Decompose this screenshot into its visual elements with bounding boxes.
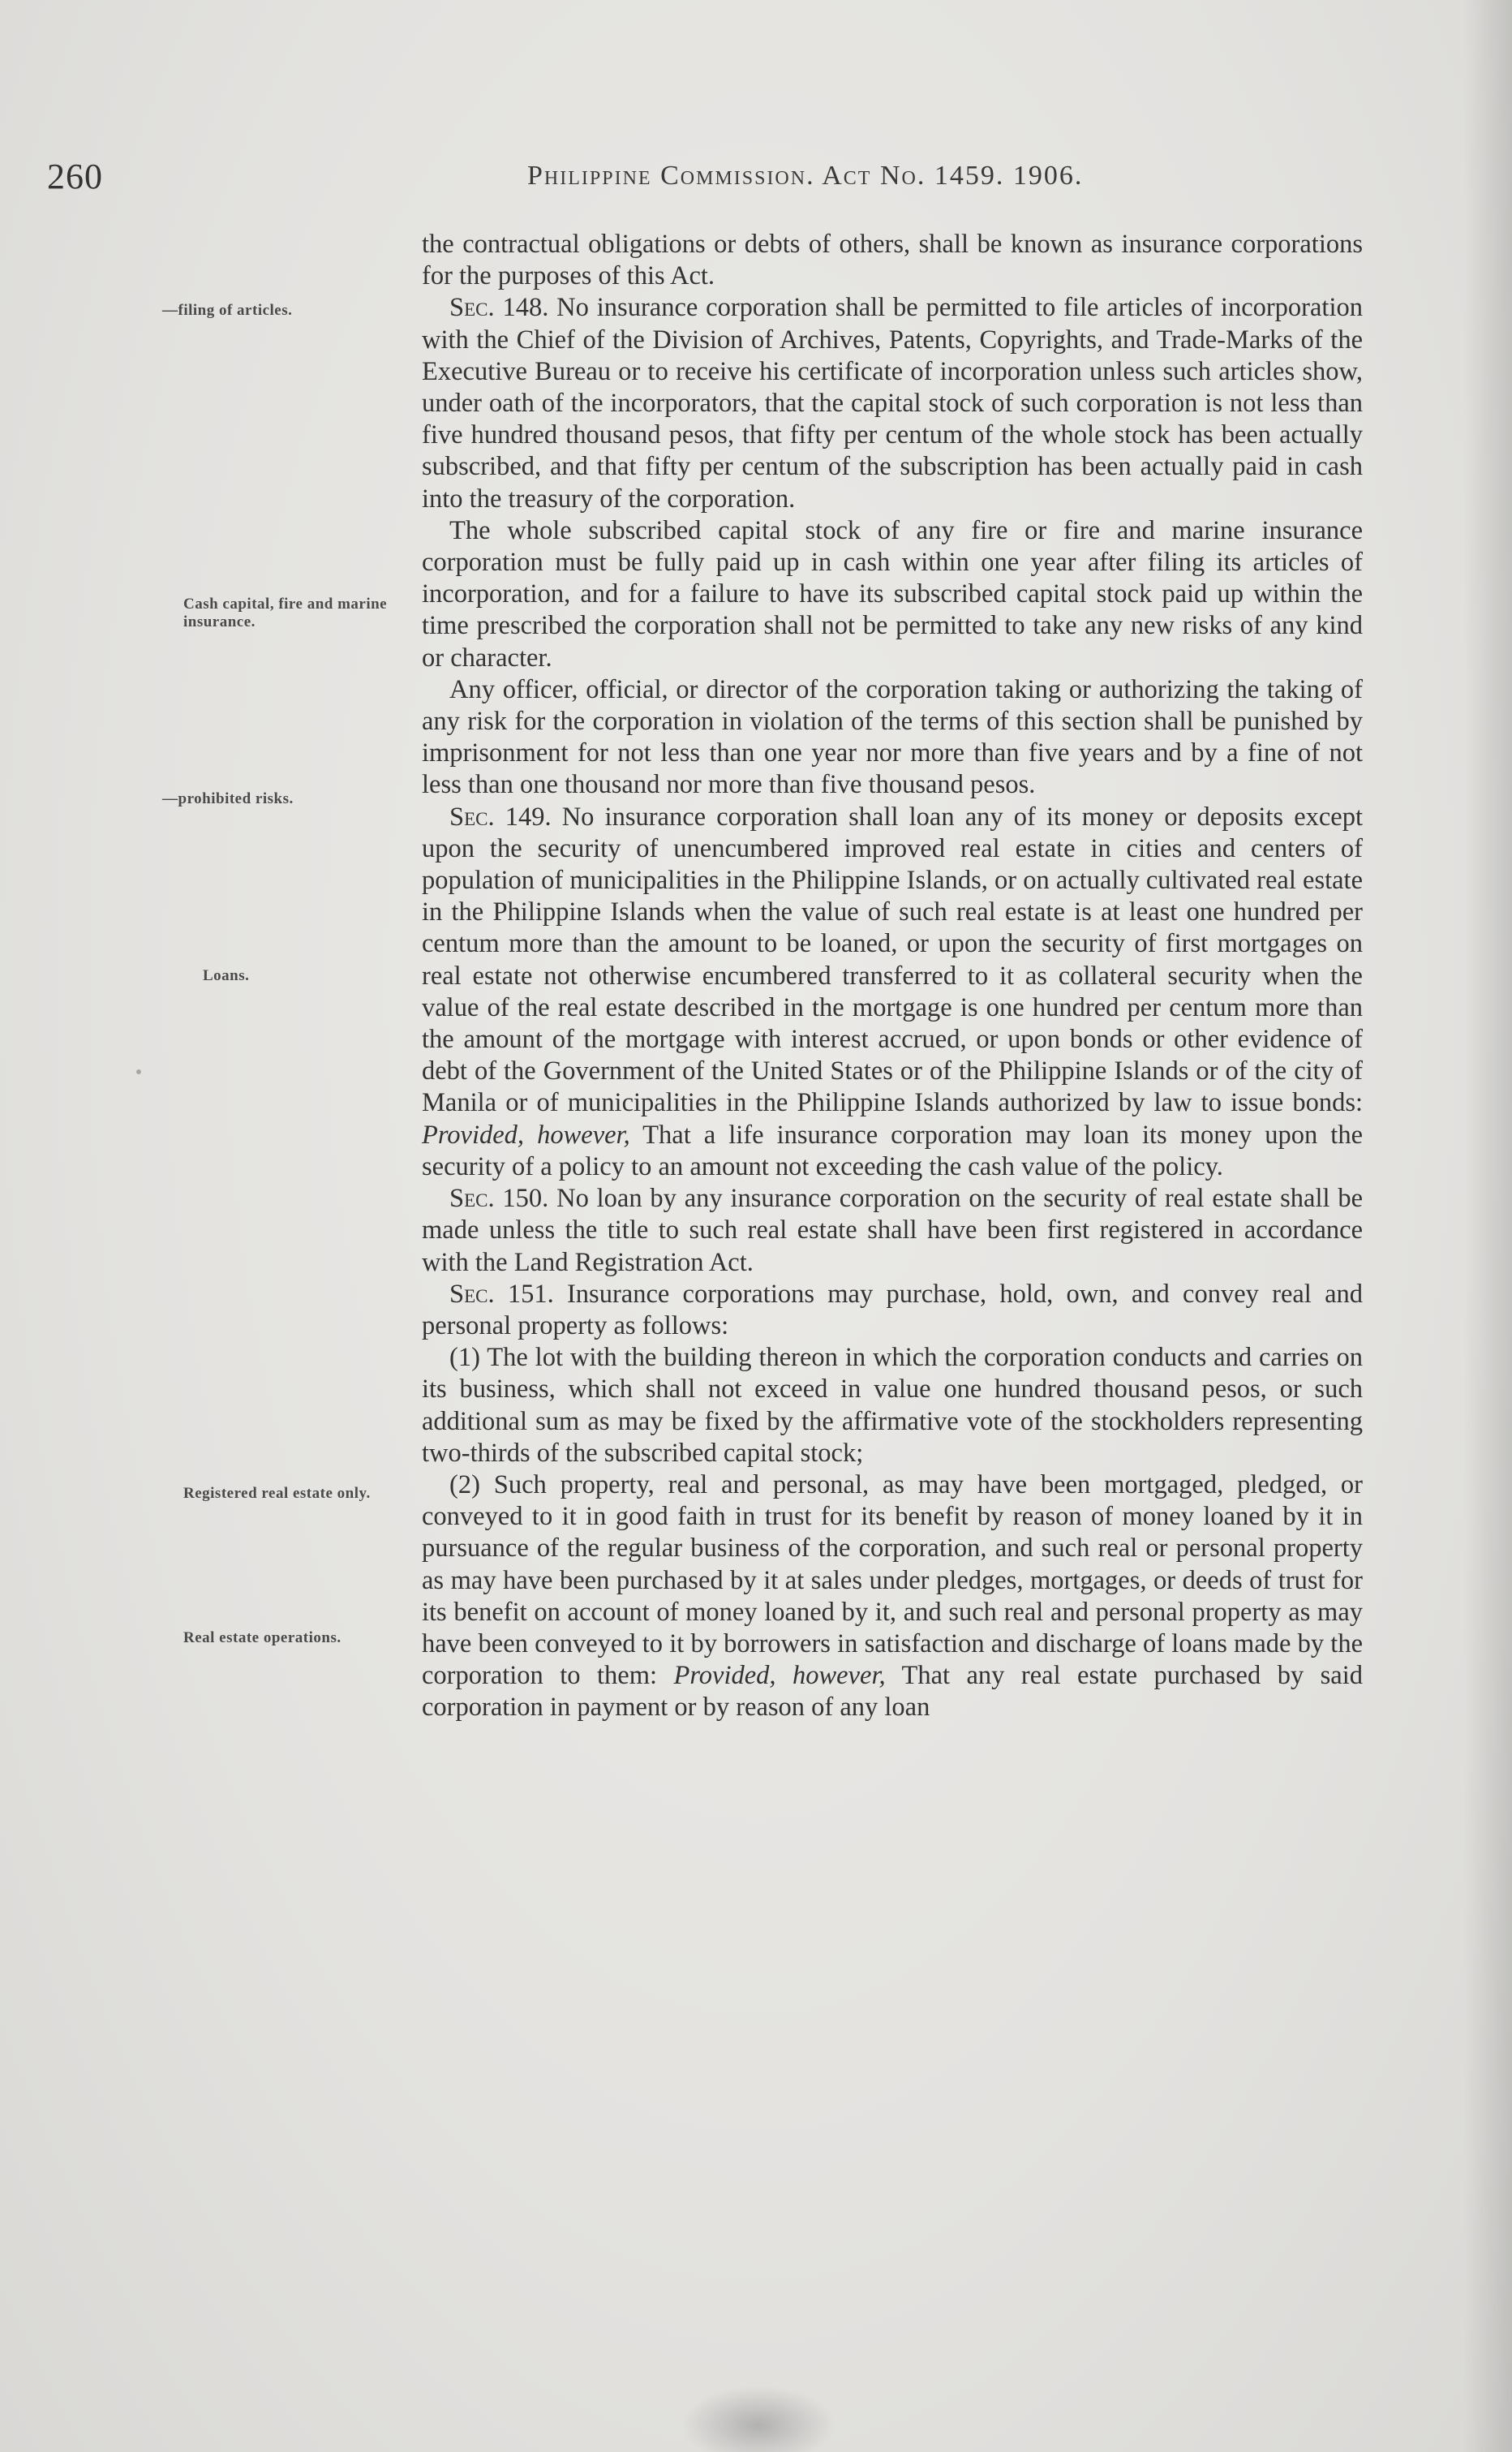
margin-note-prohibited-risks: —prohibited risks. (162, 790, 294, 807)
margin-note-loans: Loans. (203, 967, 250, 984)
paragraph-sec-148 (422, 292, 1363, 514)
page-edge-shadow (1463, 0, 1512, 2452)
running-head: Philippine Commission. Act No. 1459. 1906. (527, 161, 1084, 191)
paragraph-text-tail: That any real estate purchased by said corporation in payment or by reason of any loan (422, 1661, 1364, 1723)
paragraph-text: Insurance corporations may purchase, hold, own, and convey real and personal property as follows: (422, 1279, 1363, 1340)
list-item-2 (422, 1469, 1363, 1724)
section-label: Sec. 150. (449, 1184, 549, 1214)
margin-note-real-estate-operations: Real estate operations. (183, 1629, 341, 1646)
page-number: 260 (47, 157, 103, 196)
paragraph-sec-149 (422, 802, 1363, 1183)
paragraph-text: Any officer, official, or director of the corporation taking or authorizing the taking of any risk for the corporation in violation of the terms of this section shall be punished by imprisonment for not less than one year nor more than five years and by a fine of not less than one thousand nor more than five thousand pesos. (422, 674, 1363, 800)
paragraph-continuation (422, 229, 1363, 292)
margin-note-registered-real-estate: Registered real estate only. (183, 1485, 371, 1502)
margin-note-cash-capital: Cash capital, fire and marine insurance. (183, 596, 388, 630)
list-item-1 (422, 1342, 1363, 1469)
section-label: Sec. 148. (449, 293, 549, 323)
paragraph-sec-151 (422, 1279, 1363, 1342)
paragraph-prohibited-risks (422, 674, 1363, 802)
paragraph-text: (1) The lot with the building thereon in which the corporation conducts and carries on its business, which shall not exceed in value one hundred thousand pesos, or such additional sum as may be fixed by the affirmative vote of the stockholders representing two-thirds of the subscribed capital stock; (422, 1343, 1363, 1468)
paragraph-text: No insurance corporation shall loan any of its money or deposits except upon the security of unencumbered improved real estate in cities and centers of population of municipalities in the Philippine Islands, or on actually cultivated real estate in the Philippine Islands when the value of such real estate is at least one hundred per centum more than the amount to be loaned, or upon the security of first mortgages on real estate not otherwise encumbered transferred to it as collateral security when the value of the real estate described in the mortgage is one hundred per centum more than the amount of the mortgage with interest accrued, or upon bonds or other evidence of debt of the Government of the United States or of the Philippine Islands or of the city of Manila or of municipalities in the Philippine Islands authorized by law to issue bonds: (422, 802, 1364, 1118)
paragraph-cash-capital (422, 515, 1363, 674)
paragraph-sec-150 (422, 1183, 1363, 1279)
section-label: Sec. 149. (449, 802, 552, 832)
proviso-phrase: Provided, however, (422, 1120, 630, 1150)
paragraph-text: (2) Such property, real and personal, as may have been mortgaged, pledged, or conveyed to it in good faith in trust for its benefit by reason of money loaned by it in pursuance of the regular business of the corporation, and such real or personal property as may have been purchased by it at sales under pledges, mortgages, or deeds of trust for its benefit on account of money loaned by it, and such real and personal property as may have been conveyed to it by borrowers in satisfaction and discharge of loans made by the corporation to them: (422, 1469, 1363, 1691)
paragraph-text-tail: That a life insurance corporation may loan its money upon the security of a policy to an amount not exceeding the cash value of the policy. (422, 1120, 1363, 1181)
paragraph-text: No loan by any insurance corporation on the security of real estate shall be made unless the title to such real estate shall have been first registered in accordance with the Land Registration Act. (422, 1184, 1363, 1277)
margin-note-filing-of-articles: —filing of articles. (162, 302, 293, 319)
scan-smudge (681, 2385, 835, 2452)
paragraph-text: No insurance corporation shall be permitted to file articles of incorporation with the Chief of the Division of Archives, Patents, Copyrights, and Trade-Marks of the Executive Bureau or to receive his certificate of incorporation unless such articles show, under oath of the incorporators, that the capital stock of such corporation is not less than five hundred thousand pesos, that fifty per centum of the whole stock has been actually subscribed, and that fifty per centum of the subscription has been actually paid in cash into the treasury of the corporation. (422, 293, 1363, 514)
scan-speck (136, 1069, 141, 1074)
section-label: Sec. 151. (449, 1279, 554, 1309)
body-text (422, 229, 1363, 1724)
proviso-phrase: Provided, however, (673, 1661, 886, 1691)
paragraph-text: The whole subscribed capital stock of any fire or fire and marine insurance corporation must be fully paid up in cash within one year after filing its articles of incorporation, and for a failure to have its subscribed capital stock paid up within the time prescribed the corporation shall not be permitted to take any new risks of any kind or character. (422, 515, 1363, 673)
paragraph-text: the contractual obligations or debts of others, shall be known as insurance corporations for the purposes of this Act. (422, 230, 1363, 291)
margin-notes (0, 0, 414, 2452)
